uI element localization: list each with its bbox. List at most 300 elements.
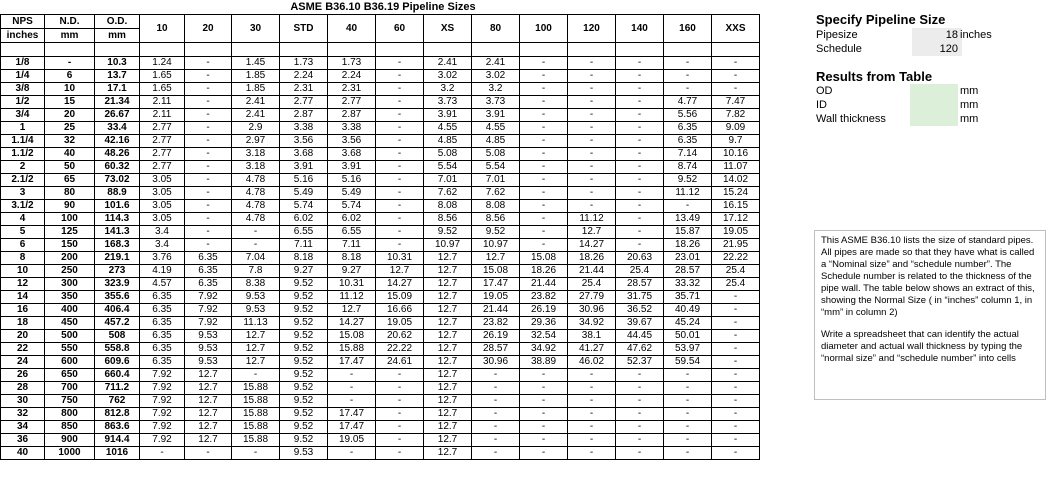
wall-thickness-cell[interactable]: - [140,447,185,460]
wall-thickness-cell[interactable]: 44.45 [616,330,664,343]
wall-thickness-cell[interactable]: 5.16 [328,174,376,187]
wall-thickness-cell[interactable]: 46.02 [568,356,616,369]
wall-thickness-cell[interactable]: 3.4 [140,226,185,239]
wall-thickness-cell[interactable]: 7.47 [712,96,760,109]
wall-thickness-cell[interactable]: - [328,395,376,408]
wall-thickness-cell[interactable]: - [568,148,616,161]
wall-thickness-cell[interactable]: - [520,57,568,70]
wall-thickness-cell[interactable]: 15.09 [376,291,424,304]
wall-thickness-cell[interactable]: 2.31 [328,83,376,96]
size-cell[interactable]: 32 [45,135,95,148]
size-cell[interactable]: 550 [45,343,95,356]
wall-thickness-cell[interactable]: - [520,213,568,226]
wall-thickness-cell[interactable]: 9.52 [280,395,328,408]
wall-thickness-cell[interactable]: - [712,434,760,447]
wall-thickness-cell[interactable]: 12.7 [472,252,520,265]
size-cell[interactable]: 355.6 [95,291,140,304]
wall-thickness-cell[interactable]: 12.7 [424,434,472,447]
wall-thickness-cell[interactable]: - [568,408,616,421]
wall-thickness-cell[interactable]: - [376,122,424,135]
wall-thickness-cell[interactable]: 5.16 [280,174,328,187]
wall-thickness-cell[interactable]: - [664,70,712,83]
wall-thickness-cell[interactable]: 3.68 [328,148,376,161]
wall-thickness-cell[interactable]: - [520,447,568,460]
wall-thickness-cell[interactable]: - [328,447,376,460]
wall-thickness-cell[interactable]: 11.13 [232,317,280,330]
wall-thickness-cell[interactable]: - [568,200,616,213]
wall-thickness-cell[interactable]: - [664,408,712,421]
wall-thickness-cell[interactable]: - [520,408,568,421]
size-cell[interactable]: 6 [45,70,95,83]
wall-thickness-cell[interactable]: 7.82 [712,109,760,122]
wall-thickness-cell[interactable]: 7.8 [232,265,280,278]
wall-thickness-cell[interactable]: - [616,434,664,447]
wall-thickness-cell[interactable]: - [472,434,520,447]
wall-thickness-cell[interactable]: 9.52 [280,408,328,421]
wall-thickness-cell[interactable]: 12.7 [424,343,472,356]
wall-thickness-cell[interactable]: - [616,135,664,148]
wall-thickness-cell[interactable]: 14.27 [328,317,376,330]
wall-thickness-cell[interactable]: 18.26 [568,252,616,265]
size-cell[interactable]: 273 [95,265,140,278]
wall-thickness-cell[interactable]: - [568,96,616,109]
wall-thickness-cell[interactable]: - [232,239,280,252]
size-cell[interactable]: 1.1/2 [1,148,45,161]
size-cell[interactable]: 4 [1,213,45,226]
size-cell[interactable]: 3/4 [1,109,45,122]
wall-thickness-cell[interactable]: - [185,135,232,148]
wall-thickness-cell[interactable]: 15.88 [232,395,280,408]
size-cell[interactable]: 40 [45,148,95,161]
size-cell[interactable]: 88.9 [95,187,140,200]
wall-thickness-cell[interactable]: - [185,57,232,70]
wall-thickness-cell[interactable]: 12.7 [232,356,280,369]
wall-thickness-cell[interactable]: 12.7 [424,421,472,434]
wall-thickness-cell[interactable]: - [616,447,664,460]
wall-thickness-cell[interactable]: 3.05 [140,187,185,200]
wall-thickness-cell[interactable]: - [712,304,760,317]
size-cell[interactable]: 60.32 [95,161,140,174]
wall-thickness-cell[interactable]: - [520,200,568,213]
wall-thickness-cell[interactable]: 3.73 [424,96,472,109]
wall-thickness-cell[interactable]: 2.9 [232,122,280,135]
empty-cell[interactable] [95,43,140,57]
wall-thickness-cell[interactable]: 3.18 [232,148,280,161]
wall-thickness-cell[interactable]: 2.77 [280,96,328,109]
wall-thickness-cell[interactable]: 12.7 [185,395,232,408]
size-cell[interactable]: 762 [95,395,140,408]
wall-thickness-cell[interactable]: 18.26 [520,265,568,278]
size-cell[interactable]: 16 [1,304,45,317]
size-cell[interactable]: 812.8 [95,408,140,421]
size-cell[interactable]: 10 [45,83,95,96]
wall-thickness-cell[interactable]: - [185,122,232,135]
wall-thickness-cell[interactable]: - [712,291,760,304]
wall-thickness-cell[interactable]: 1.85 [232,70,280,83]
wall-thickness-cell[interactable]: 9.52 [472,226,520,239]
wall-thickness-cell[interactable]: 10.97 [472,239,520,252]
wall-thickness-cell[interactable]: 5.08 [472,148,520,161]
wall-thickness-cell[interactable]: 21.95 [712,239,760,252]
wall-thickness-cell[interactable]: 3.68 [280,148,328,161]
wall-thickness-cell[interactable]: 19.05 [328,434,376,447]
size-cell[interactable]: 18 [1,317,45,330]
wall-thickness-cell[interactable]: - [616,187,664,200]
wall-thickness-cell[interactable]: - [520,382,568,395]
size-cell[interactable]: 3 [1,187,45,200]
wall-thickness-cell[interactable]: - [712,395,760,408]
wall-thickness-cell[interactable]: 10.97 [424,239,472,252]
wall-thickness-cell[interactable]: 6.35 [185,252,232,265]
empty-cell[interactable] [280,43,328,57]
wall-thickness-cell[interactable]: 4.78 [232,213,280,226]
empty-cell[interactable] [472,43,520,57]
wall-thickness-cell[interactable]: - [664,382,712,395]
wall-thickness-cell[interactable]: 2.77 [140,135,185,148]
wall-thickness-cell[interactable]: - [376,83,424,96]
size-cell[interactable]: 1/2 [1,96,45,109]
wall-thickness-cell[interactable]: 2.11 [140,96,185,109]
wall-thickness-cell[interactable]: 12.7 [424,265,472,278]
wall-thickness-cell[interactable]: 2.77 [140,161,185,174]
wall-thickness-cell[interactable]: 6.35 [140,304,185,317]
wall-thickness-cell[interactable]: - [185,174,232,187]
wall-thickness-cell[interactable]: 2.11 [140,109,185,122]
wall-thickness-cell[interactable]: 12.7 [424,395,472,408]
wall-thickness-cell[interactable]: 8.18 [328,252,376,265]
wall-thickness-cell[interactable]: - [712,83,760,96]
wall-thickness-cell[interactable]: - [568,57,616,70]
wall-thickness-cell[interactable]: 12.7 [424,356,472,369]
wall-thickness-cell[interactable]: 9.7 [712,135,760,148]
wall-thickness-cell[interactable]: - [568,447,616,460]
wall-thickness-cell[interactable]: 14.27 [376,278,424,291]
wall-thickness-cell[interactable]: 5.08 [424,148,472,161]
wall-thickness-cell[interactable]: - [712,369,760,382]
wall-thickness-cell[interactable]: 9.52 [280,382,328,395]
wall-thickness-cell[interactable]: 9.52 [280,330,328,343]
wall-thickness-cell[interactable]: - [712,57,760,70]
wall-thickness-cell[interactable]: 1.73 [280,57,328,70]
wall-thickness-cell[interactable]: 11.12 [568,213,616,226]
wall-thickness-cell[interactable]: - [520,239,568,252]
wall-thickness-cell[interactable]: 3.91 [424,109,472,122]
wall-thickness-cell[interactable]: 31.75 [616,291,664,304]
wall-thickness-cell[interactable]: 5.74 [280,200,328,213]
size-cell[interactable]: 36 [1,434,45,447]
wall-thickness-cell[interactable]: 12.7 [424,304,472,317]
wall-thickness-cell[interactable]: 9.53 [185,330,232,343]
wall-thickness-cell[interactable]: 11.07 [712,161,760,174]
size-cell[interactable]: 1.1/4 [1,135,45,148]
wall-thickness-cell[interactable]: - [616,421,664,434]
wall-thickness-cell[interactable]: 8.08 [472,200,520,213]
wall-thickness-cell[interactable]: 9.27 [280,265,328,278]
size-cell[interactable]: 14 [1,291,45,304]
wall-thickness-cell[interactable]: 9.52 [424,226,472,239]
wall-thickness-cell[interactable]: - [376,135,424,148]
wall-thickness-cell[interactable]: 34.92 [568,317,616,330]
wall-thickness-cell[interactable]: - [185,83,232,96]
empty-cell[interactable] [376,43,424,57]
wall-thickness-cell[interactable]: 32.54 [520,330,568,343]
wall-thickness-cell[interactable]: 47.62 [616,343,664,356]
wall-thickness-result-cell[interactable] [910,112,958,126]
wall-thickness-cell[interactable]: 12.7 [424,408,472,421]
wall-thickness-cell[interactable]: 15.08 [472,265,520,278]
wall-thickness-cell[interactable]: - [712,70,760,83]
size-cell[interactable]: 65 [45,174,95,187]
wall-thickness-cell[interactable]: 5.49 [280,187,328,200]
wall-thickness-cell[interactable]: - [472,369,520,382]
wall-thickness-cell[interactable]: 10.16 [712,148,760,161]
size-cell[interactable]: 660.4 [95,369,140,382]
wall-thickness-cell[interactable]: - [376,109,424,122]
size-cell[interactable]: 40 [1,447,45,460]
wall-thickness-cell[interactable]: 15.08 [520,252,568,265]
wall-thickness-cell[interactable]: 10.31 [376,252,424,265]
wall-thickness-cell[interactable]: 18.26 [664,239,712,252]
wall-thickness-cell[interactable]: 15.24 [712,187,760,200]
wall-thickness-cell[interactable]: 2.97 [232,135,280,148]
wall-thickness-cell[interactable]: 12.7 [185,421,232,434]
wall-thickness-cell[interactable]: 16.66 [376,304,424,317]
wall-thickness-cell[interactable]: 6.02 [280,213,328,226]
wall-thickness-cell[interactable]: 33.32 [664,278,712,291]
wall-thickness-cell[interactable]: - [616,213,664,226]
wall-thickness-cell[interactable]: 4.78 [232,187,280,200]
wall-thickness-cell[interactable]: 7.92 [185,317,232,330]
wall-thickness-cell[interactable]: - [376,369,424,382]
wall-thickness-cell[interactable]: 21.44 [568,265,616,278]
wall-thickness-cell[interactable]: 12.7 [424,278,472,291]
wall-thickness-cell[interactable]: 9.09 [712,122,760,135]
wall-thickness-cell[interactable]: - [568,421,616,434]
size-cell[interactable]: 558.8 [95,343,140,356]
wall-thickness-cell[interactable]: 7.11 [328,239,376,252]
wall-thickness-cell[interactable]: - [185,109,232,122]
wall-thickness-cell[interactable]: 4.85 [424,135,472,148]
wall-thickness-cell[interactable]: 23.82 [472,317,520,330]
wall-thickness-cell[interactable]: 14.27 [568,239,616,252]
wall-thickness-cell[interactable]: - [376,382,424,395]
wall-thickness-cell[interactable]: 7.92 [140,421,185,434]
size-cell[interactable]: 80 [45,187,95,200]
size-cell[interactable]: 26 [1,369,45,382]
wall-thickness-cell[interactable]: 50.01 [664,330,712,343]
empty-cell[interactable] [520,43,568,57]
wall-thickness-cell[interactable]: 52.37 [616,356,664,369]
wall-thickness-cell[interactable]: - [376,174,424,187]
wall-thickness-cell[interactable]: - [376,239,424,252]
size-cell[interactable]: 20 [1,330,45,343]
wall-thickness-cell[interactable]: 1.85 [232,83,280,96]
wall-thickness-cell[interactable]: - [185,148,232,161]
size-cell[interactable]: 73.02 [95,174,140,187]
size-cell[interactable]: 219.1 [95,252,140,265]
wall-thickness-cell[interactable]: - [712,382,760,395]
size-cell[interactable]: 200 [45,252,95,265]
wall-thickness-cell[interactable]: - [616,395,664,408]
wall-thickness-cell[interactable]: 7.92 [140,408,185,421]
wall-thickness-cell[interactable]: - [664,369,712,382]
wall-thickness-cell[interactable]: 12.7 [424,447,472,460]
wall-thickness-cell[interactable]: 7.92 [140,395,185,408]
size-cell[interactable]: 15 [45,96,95,109]
wall-thickness-cell[interactable]: 8.38 [232,278,280,291]
wall-thickness-cell[interactable]: 3.4 [140,239,185,252]
wall-thickness-cell[interactable]: 22.22 [712,252,760,265]
wall-thickness-cell[interactable]: 9.53 [185,356,232,369]
wall-thickness-cell[interactable]: - [664,421,712,434]
wall-thickness-cell[interactable]: 9.52 [280,369,328,382]
wall-thickness-cell[interactable]: 4.55 [472,122,520,135]
wall-thickness-cell[interactable]: 39.67 [616,317,664,330]
wall-thickness-cell[interactable]: 2.87 [280,109,328,122]
wall-thickness-cell[interactable]: 12.7 [232,330,280,343]
wall-thickness-cell[interactable]: 5.74 [328,200,376,213]
size-cell[interactable]: 1016 [95,447,140,460]
id-result-cell[interactable] [910,98,958,112]
wall-thickness-cell[interactable]: 9.52 [280,356,328,369]
wall-thickness-cell[interactable]: 1.65 [140,70,185,83]
wall-thickness-cell[interactable]: 7.14 [664,148,712,161]
empty-cell[interactable] [328,43,376,57]
wall-thickness-cell[interactable]: 4.57 [140,278,185,291]
size-cell[interactable]: 168.3 [95,239,140,252]
wall-thickness-cell[interactable]: 17.12 [712,213,760,226]
schedule-input[interactable]: 120 [912,42,962,56]
wall-thickness-cell[interactable]: 7.04 [232,252,280,265]
wall-thickness-cell[interactable]: 17.47 [328,408,376,421]
wall-thickness-cell[interactable]: - [185,96,232,109]
wall-thickness-cell[interactable]: 2.77 [328,96,376,109]
wall-thickness-cell[interactable]: 20.62 [376,330,424,343]
wall-thickness-cell[interactable]: 3.76 [140,252,185,265]
wall-thickness-cell[interactable]: 6.02 [328,213,376,226]
wall-thickness-cell[interactable]: 11.12 [328,291,376,304]
wall-thickness-cell[interactable]: - [712,408,760,421]
wall-thickness-cell[interactable]: 21.44 [472,304,520,317]
wall-thickness-cell[interactable]: - [520,161,568,174]
wall-thickness-cell[interactable]: - [568,382,616,395]
wall-thickness-cell[interactable]: - [568,187,616,200]
wall-thickness-cell[interactable]: - [616,382,664,395]
wall-thickness-cell[interactable]: - [376,447,424,460]
wall-thickness-cell[interactable]: - [520,187,568,200]
wall-thickness-cell[interactable]: 6.55 [328,226,376,239]
wall-thickness-cell[interactable]: - [520,395,568,408]
size-cell[interactable]: 300 [45,278,95,291]
wall-thickness-cell[interactable]: 28.57 [616,278,664,291]
wall-thickness-cell[interactable]: - [185,239,232,252]
wall-thickness-cell[interactable]: 12.7 [232,343,280,356]
wall-thickness-cell[interactable]: 15.88 [232,408,280,421]
wall-thickness-cell[interactable]: - [520,369,568,382]
wall-thickness-cell[interactable]: - [376,226,424,239]
wall-thickness-cell[interactable]: - [664,200,712,213]
size-cell[interactable]: 914.4 [95,434,140,447]
size-cell[interactable]: 406.4 [95,304,140,317]
wall-thickness-cell[interactable]: 6.35 [664,135,712,148]
wall-thickness-cell[interactable]: - [616,70,664,83]
wall-thickness-cell[interactable]: - [376,187,424,200]
wall-thickness-cell[interactable]: - [568,83,616,96]
wall-thickness-cell[interactable]: 9.52 [280,421,328,434]
wall-thickness-cell[interactable]: 5.54 [472,161,520,174]
wall-thickness-cell[interactable]: 6.55 [280,226,328,239]
wall-thickness-cell[interactable]: 12.7 [424,369,472,382]
od-result-cell[interactable] [910,84,958,98]
wall-thickness-cell[interactable]: 7.01 [424,174,472,187]
wall-thickness-cell[interactable]: - [376,57,424,70]
wall-thickness-cell[interactable]: 9.52 [280,291,328,304]
size-cell[interactable]: 1/8 [1,57,45,70]
wall-thickness-cell[interactable]: 9.52 [280,343,328,356]
wall-thickness-cell[interactable]: 9.53 [185,343,232,356]
wall-thickness-cell[interactable]: - [616,148,664,161]
wall-thickness-cell[interactable]: 26.19 [472,330,520,343]
wall-thickness-cell[interactable]: - [185,161,232,174]
wall-thickness-cell[interactable]: 26.19 [520,304,568,317]
empty-cell[interactable] [45,43,95,57]
wall-thickness-cell[interactable]: 6.35 [664,122,712,135]
size-cell[interactable]: 12 [1,278,45,291]
size-cell[interactable]: 13.7 [95,70,140,83]
wall-thickness-cell[interactable]: 1.24 [140,57,185,70]
wall-thickness-cell[interactable]: 17.47 [328,356,376,369]
wall-thickness-cell[interactable]: 6.35 [140,343,185,356]
size-cell[interactable]: 850 [45,421,95,434]
wall-thickness-cell[interactable]: 4.77 [664,96,712,109]
wall-thickness-cell[interactable]: 3.2 [424,83,472,96]
wall-thickness-cell[interactable]: - [616,122,664,135]
size-cell[interactable]: 26.67 [95,109,140,122]
wall-thickness-cell[interactable]: 3.38 [328,122,376,135]
wall-thickness-cell[interactable]: 28.57 [472,343,520,356]
wall-thickness-cell[interactable]: 6.35 [140,356,185,369]
wall-thickness-cell[interactable]: 6.35 [185,278,232,291]
wall-thickness-cell[interactable]: 7.62 [424,187,472,200]
wall-thickness-cell[interactable]: 3.05 [140,213,185,226]
wall-thickness-cell[interactable]: 2.77 [140,148,185,161]
wall-thickness-cell[interactable]: - [185,200,232,213]
size-cell[interactable]: 800 [45,408,95,421]
wall-thickness-cell[interactable]: - [616,109,664,122]
wall-thickness-cell[interactable]: 3.02 [472,70,520,83]
wall-thickness-cell[interactable]: 12.7 [185,369,232,382]
size-cell[interactable]: 1000 [45,447,95,460]
wall-thickness-cell[interactable]: - [712,317,760,330]
wall-thickness-cell[interactable]: 2.77 [140,122,185,135]
wall-thickness-cell[interactable]: - [568,395,616,408]
wall-thickness-cell[interactable]: - [376,161,424,174]
wall-thickness-cell[interactable]: 3.56 [280,135,328,148]
wall-thickness-cell[interactable]: 2.41 [472,57,520,70]
wall-thickness-cell[interactable]: 5.54 [424,161,472,174]
wall-thickness-cell[interactable]: 15.88 [232,382,280,395]
wall-thickness-cell[interactable]: 22.22 [376,343,424,356]
size-cell[interactable]: 2.1/2 [1,174,45,187]
wall-thickness-cell[interactable]: 15.08 [328,330,376,343]
wall-thickness-cell[interactable]: 8.18 [280,252,328,265]
wall-thickness-cell[interactable]: - [568,122,616,135]
wall-thickness-cell[interactable]: 8.56 [472,213,520,226]
size-cell[interactable]: 400 [45,304,95,317]
wall-thickness-cell[interactable]: - [616,57,664,70]
wall-thickness-cell[interactable]: 12.7 [376,265,424,278]
wall-thickness-cell[interactable]: - [328,382,376,395]
